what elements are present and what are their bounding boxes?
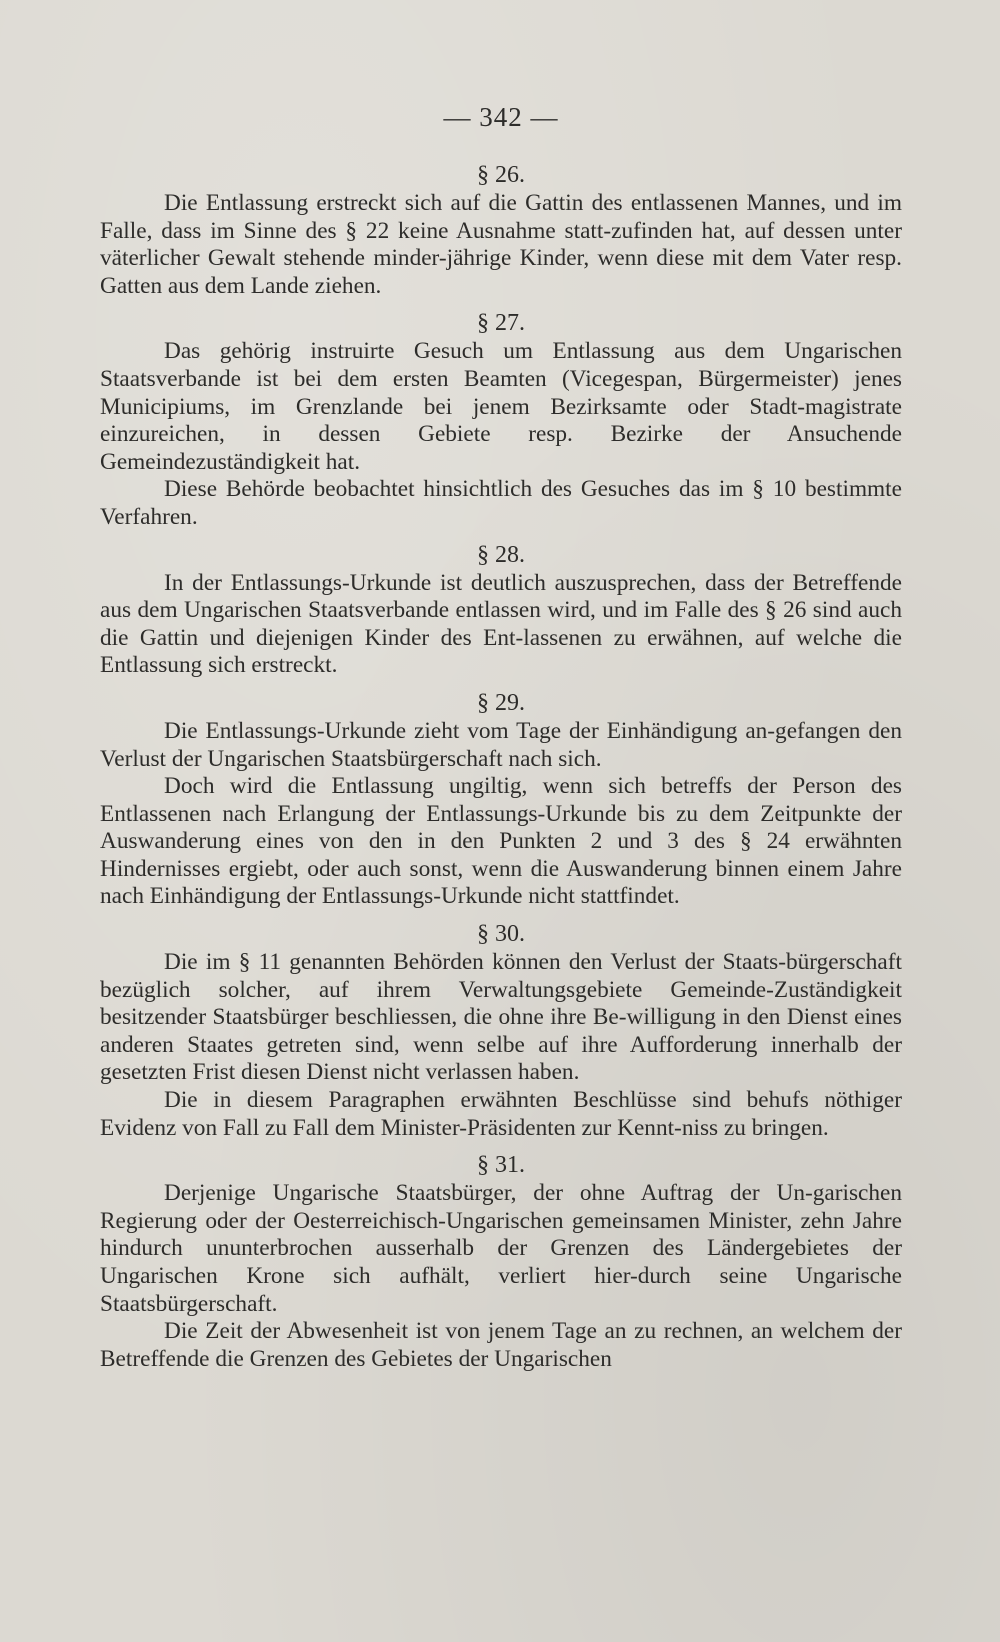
paragraph: Das gehörig instruirte Gesuch um Entlassung aus dem Ungarischen Staatsverbande ist bei dem ersten Beamten (Vicegespan, Bürgermeister) jenes Municipiums, im Grenzlande bei jenem Bezirksamte oder Stadt-magistrate einzureichen, in dessen Gebiete resp. Bezirke der Ansuchende Gemeindezuständigkeit hat. (100, 338, 902, 475)
paragraph: Die im § 11 genannten Behörden können den Verlust der Staats-bürgerschaft bezüglich solcher, auf ihrem Verwaltungsgebiete Gemeinde-Zuständigkeit besitzender Staatsbürger beschliessen, die ohne ihre Be-willigung in den Dienst eines anderen Staates getreten sind, wenn selbe auf ihre Aufforderung innerhalb der gesetzten Frist diesen Dienst nicht verlassen haben. (100, 949, 902, 1086)
paragraph: Die Zeit der Abwesenheit ist von jenem Tage an zu rechnen, an welchem der Betreffende die Grenzen des Gebietes der Ungarischen (100, 1318, 902, 1372)
paragraph: Die Entlassung erstreckt sich auf die Gattin des entlassenen Mannes, und im Falle, dass im Sinne des § 22 keine Ausnahme statt-zufinden hat, auf dessen unter väterlicher Gewalt stehende minder-jährige Kinder, wenn diese mit dem Vater resp. Gatten aus dem Lande ziehen. (100, 190, 902, 299)
page-content (100, 100, 902, 1373)
section-heading: § 27. (477, 310, 525, 337)
section-28 (100, 540, 902, 680)
paragraph: Derjenige Ungarische Staatsbürger, der ohne Auftrag der Un-garischen Regierung oder der Oesterreichisch-Ungarischen gemeinsamen Minister, zehn Jahre hindurch ununterbrochen ausserhalb der Grenzen des Ländergebietes der Ungarischen Krone sich aufhält, verliert hier-durch seine Ungarische Staatsbürgerschaft. (100, 1180, 902, 1317)
paragraph: In der Entlassungs-Urkunde ist deutlich auszusprechen, dass der Betreffende aus dem Ungarischen Staatsverbande entlassen wird, und im Falle des § 26 sind auch die Gattin und diejenigen Kinder des Ent-lassenen zu erwähnen, auf welche die Entlassung sich erstreckt. (100, 569, 902, 679)
paragraph: Die Entlassungs-Urkunde zieht vom Tage der Einhändigung an-gefangen den Verlust der Ungarischen Staatsbürgerschaft nach sich. (100, 717, 902, 772)
section-heading: § 30. (477, 921, 525, 948)
section-30 (100, 919, 902, 1142)
section-heading: § 26. (477, 162, 525, 188)
section-heading: § 28. (477, 541, 525, 568)
paragraph: Diese Behörde beobachtet hinsichtlich des Gesuches das im § 10 bestimmte Verfahren. (100, 476, 902, 530)
section-27 (100, 308, 902, 531)
section-heading: § 31. (477, 1152, 525, 1179)
section-heading: § 29. (477, 689, 525, 716)
paragraph: Doch wird die Entlassung ungiltig, wenn sich betreffs der Person des Entlassenen nach Erlangung der Entlassungs-Urkunde bis zu dem Zeitpunkte der Auswanderung eines von den in den Punkten 2 und 3 des § 24 erwähnten Hindernisses ergiebt, oder auch sonst, wenn die Auswanderung binnen einem Jahre nach Einhändigung der Entlassungs-Urkunde nicht stattfindet. (100, 773, 902, 910)
section-31 (100, 1150, 902, 1373)
section-26 (100, 160, 902, 300)
section-29 (100, 688, 902, 911)
paragraph: Die in diesem Paragraphen erwähnten Beschlüsse sind behufs nöthiger Evidenz von Fall zu Fall dem Minister-Präsidenten zur Kennt-niss zu bringen. (100, 1087, 902, 1141)
page-number: — 342 — (443, 102, 559, 132)
